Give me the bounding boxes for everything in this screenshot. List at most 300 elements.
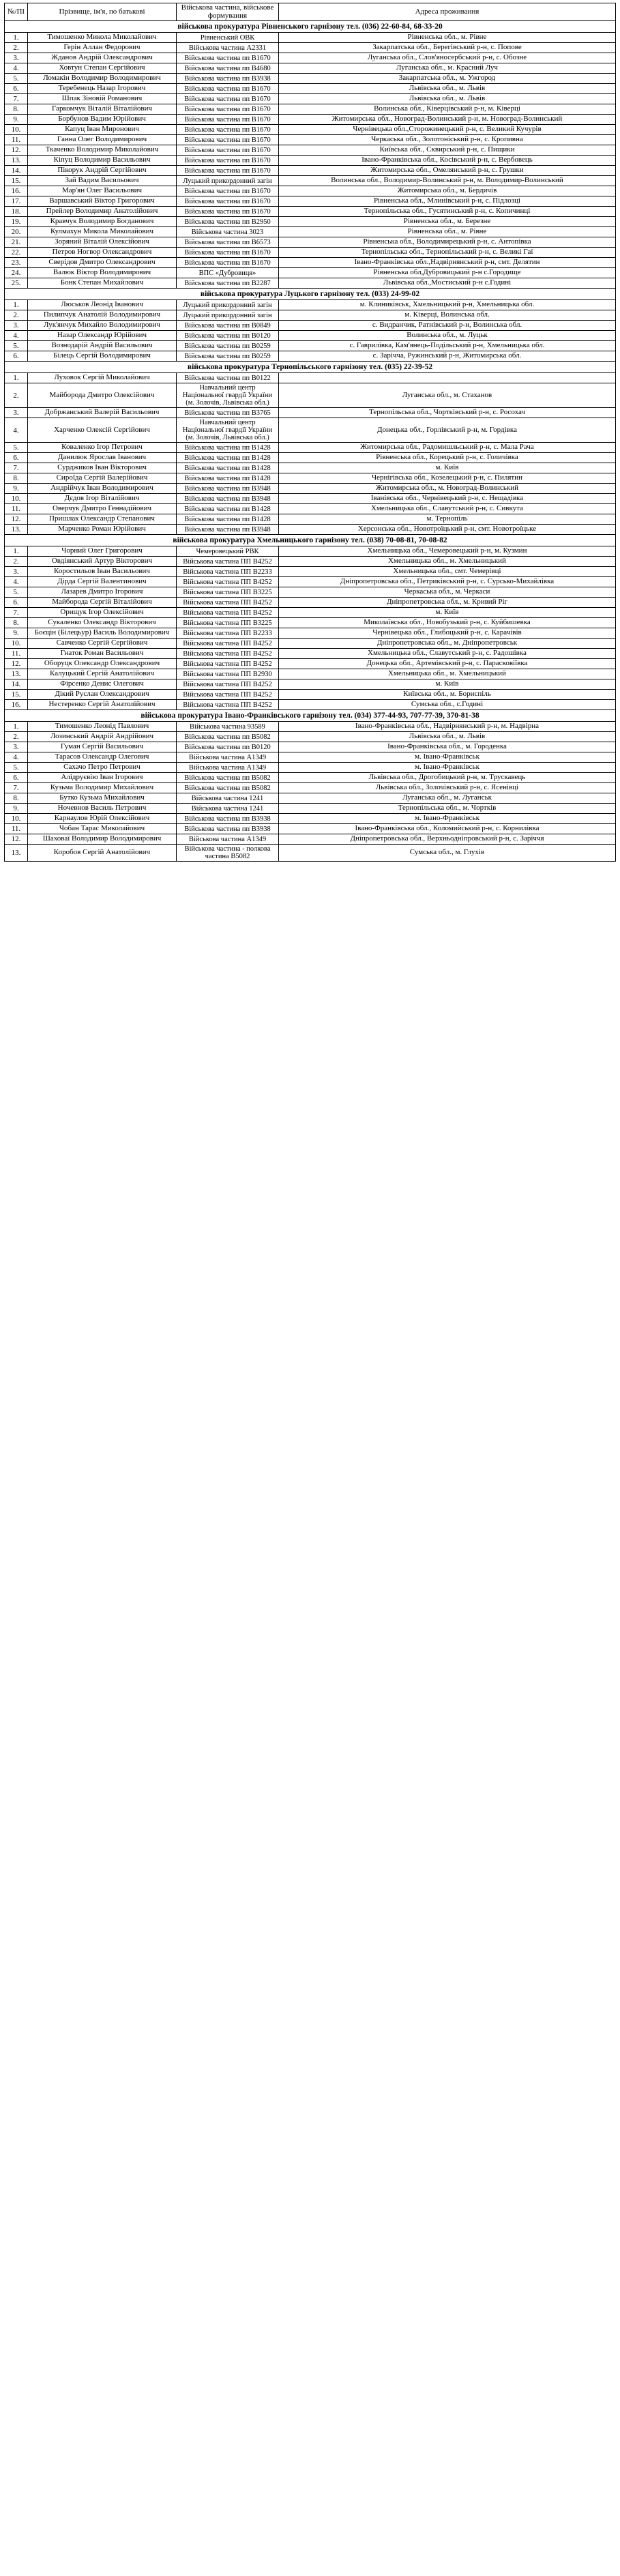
row-address: Житомирська обл., Новоград-Волинський р-н, м. Новоград-Волинський (279, 115, 616, 125)
row-unit: Військова частина пп В0120 (177, 331, 279, 341)
row-fullname: Майборода Дмитро Олексійович (28, 383, 177, 408)
section-title: військова прокуратура Хмельницького гарнізону тел. (038) 70-08-81, 70-08-82 (5, 535, 616, 546)
row-unit: Військова частина пп В6573 (177, 237, 279, 248)
row-unit: Військова частина А1349 (177, 834, 279, 845)
row-unit: Луцький прикордонний загін (177, 310, 279, 321)
row-address: Дніпропетровська обл., Верхньодніпровський р-н, с. Заріччя (279, 834, 616, 845)
row-unit: Військова частина пп В1670 (177, 166, 279, 176)
row-address: Хмельницька обл., м. Хмельницький (279, 669, 616, 679)
row-number: 5. (5, 763, 28, 773)
row-number: 2. (5, 43, 28, 53)
row-address: Черкаська обл., м. Черкаси (279, 587, 616, 598)
row-fullname: Тарасов Олександр Олегович (28, 752, 177, 763)
row-fullname: Карнаулов Юрій Олексійович (28, 814, 177, 824)
row-fullname: Гнаток Роман Васильович (28, 649, 177, 659)
row-number: 5. (5, 443, 28, 453)
row-unit: Військова частина 3023 (177, 227, 279, 237)
row-address: Хмельницька обл., Чемеровецький р-н, м. Кузмин (279, 546, 616, 557)
row-number: 8. (5, 473, 28, 484)
row-number: 14. (5, 679, 28, 690)
table-row (5, 373, 616, 383)
row-fullname: Кравчук Володимир Богданович (28, 217, 177, 227)
row-number: 16. (5, 700, 28, 710)
row-address: Рівненська обл., м. Рівне (279, 227, 616, 237)
table-row (5, 546, 616, 557)
row-fullname: Бонк Степан Михайлович (28, 278, 177, 289)
section-header-row (5, 21, 616, 33)
row-number: 8. (5, 104, 28, 115)
row-unit: Військова частина пп В4680 (177, 63, 279, 74)
row-address: Іванівська обл., Чернівецький р-н, с. Нещадівка (279, 494, 616, 504)
table-row (5, 166, 616, 176)
row-address: Житомирська обл., Омелянський р-н, с. Грушки (279, 166, 616, 176)
row-number: 10. (5, 125, 28, 135)
col-header-unit: Військова частина, військове формування (177, 3, 279, 21)
row-unit: Військова частина пп В2287 (177, 278, 279, 289)
row-address: Івано-Франківська обл., м. Городенка (279, 742, 616, 752)
row-unit: Військова частина пп В1670 (177, 156, 279, 166)
table-row (5, 248, 616, 258)
row-address: Луганська обл., Слов'яносербський р-н, с. Обозне (279, 53, 616, 63)
table-row (5, 84, 616, 94)
table-row (5, 494, 616, 504)
row-unit: Військова частина 93589 (177, 722, 279, 732)
table-row (5, 443, 616, 453)
row-address: Рівненська обл., Млинівський р-н, с. Підлозці (279, 196, 616, 207)
row-fullname: Овдіянський Артур Вікторович (28, 557, 177, 567)
row-address: м. Івано-Франківськ (279, 752, 616, 763)
row-unit: Військова частина пп В1670 (177, 94, 279, 104)
personnel-table (4, 3, 616, 862)
table-row (5, 700, 616, 710)
row-fullname: Тимошенко Леонід Павлович (28, 722, 177, 732)
row-number: 4. (5, 577, 28, 587)
row-fullname: Сукаленко Олександр Вікторович (28, 618, 177, 628)
row-address: Львівська обл., м. Львів (279, 84, 616, 94)
table-row (5, 834, 616, 845)
row-unit: Військова частина пп В1670 (177, 145, 279, 156)
row-fullname: Фірсенко Денис Олегович (28, 679, 177, 690)
row-unit: Військова частина 1241 (177, 793, 279, 804)
table-row (5, 557, 616, 567)
row-unit: Військова частина ПП В3225 (177, 587, 279, 598)
row-address: Тернопільська обл., Тернопільський р-н, с. Великі Гаї (279, 248, 616, 258)
table-header (5, 3, 616, 21)
document-page (0, 0, 620, 868)
table-row (5, 145, 616, 156)
row-number: 23. (5, 258, 28, 268)
row-fullname: Пилипчук Анатолій Володимирович (28, 310, 177, 321)
row-number: 1. (5, 373, 28, 383)
table-row (5, 504, 616, 514)
row-fullname: Калуцький Сергій Анатолійович (28, 669, 177, 679)
table-row (5, 196, 616, 207)
row-number: 13. (5, 669, 28, 679)
table-row (5, 587, 616, 598)
row-address: Чернівецька обл., Глибоцький р-н, с. Карачівів (279, 628, 616, 639)
row-unit: Військова частина ПП В4252 (177, 608, 279, 618)
row-address: Житомирська обл., м. Новоград-Волинський (279, 484, 616, 494)
row-fullname: Лозинський Андрій Андрійович (28, 732, 177, 742)
table-row (5, 814, 616, 824)
table-row (5, 639, 616, 649)
row-address: Дніпропетровська обл., м. Кривий Ріг (279, 598, 616, 608)
table-row (5, 608, 616, 618)
section-title: військова прокуратура Івано-Франківського гарнізону тел. (034) 377-44-93, 707-77-39, 370-81-38 (5, 710, 616, 722)
row-fullname: Мар'ян Олег Васильович (28, 186, 177, 196)
row-number: 3. (5, 567, 28, 577)
row-address: с. Гаврилівка, Кам'янець-Подільський р-н, Хмельницька обл. (279, 341, 616, 351)
row-number: 15. (5, 176, 28, 186)
row-address: Миколаївська обл., Новобузький р-н, с. Куйбишевка (279, 618, 616, 628)
row-address: Донецька обл., Горлівський р-н, м. Гордівка (279, 418, 616, 443)
table-row (5, 331, 616, 341)
row-unit: Військова частина пп В3938 (177, 824, 279, 834)
table-row (5, 115, 616, 125)
row-address: Хмельницька обл., Славутський р-н, с. Сивкута (279, 504, 616, 514)
row-number: 3. (5, 53, 28, 63)
row-number: 17. (5, 196, 28, 207)
row-unit: Військова частина ПП В4252 (177, 649, 279, 659)
table-row (5, 156, 616, 166)
row-fullname: Ночевнов Василь Петрович (28, 804, 177, 814)
row-unit: Військова частина пп В5082 (177, 773, 279, 783)
table-row (5, 773, 616, 783)
row-fullname: Шпак Зіновій Романович (28, 94, 177, 104)
row-number: 1. (5, 546, 28, 557)
row-fullname: Дікий Руслан Олександрович (28, 690, 177, 700)
row-number: 6. (5, 453, 28, 463)
col-header-number: №/ПІ (5, 3, 28, 21)
row-address: Сумська обл., с.Годині (279, 700, 616, 710)
row-fullname: Сурджиков Іван Вікторович (28, 463, 177, 473)
row-address: м. Ківерці, Волинська обл. (279, 310, 616, 321)
table-row (5, 649, 616, 659)
row-unit: Військова частина пп В1428 (177, 443, 279, 453)
row-number: 25. (5, 278, 28, 289)
row-fullname: Сироїда Сергій Валерійович (28, 473, 177, 484)
row-address: Івано-Франківська обл.,Надвірнянський р-н, смт. Делятин (279, 258, 616, 268)
row-unit: Військова частина пп В1670 (177, 115, 279, 125)
table-row (5, 53, 616, 63)
row-number: 7. (5, 463, 28, 473)
row-number: 1. (5, 722, 28, 732)
table-row (5, 679, 616, 690)
row-address: Львівська обл., м. Львів (279, 94, 616, 104)
row-fullname: Капуц Іван Миронович (28, 125, 177, 135)
row-address: Дніпропетровська обл., м. Дніпропетровськ (279, 639, 616, 649)
row-fullname: Бутко Кузьма Михайлович (28, 793, 177, 804)
row-number: 9. (5, 484, 28, 494)
row-unit: Військова частина пп В1670 (177, 207, 279, 217)
table-row (5, 278, 616, 289)
table-row (5, 104, 616, 115)
row-fullname: Кузьма Володимир Михайлович (28, 783, 177, 793)
row-address: Волинська обл., Ківерцівський р-н, м. Ківерці (279, 104, 616, 115)
row-unit: Військова частина ПП В2233 (177, 628, 279, 639)
row-address: Луганська обл., м. Луганськ (279, 793, 616, 804)
row-unit: Чемеровецький РВК (177, 546, 279, 557)
row-unit: ВПС «Дубровиця» (177, 268, 279, 278)
table-row (5, 598, 616, 608)
row-address: Київська обл., Сквирський р-н, с. Пищики (279, 145, 616, 156)
row-address: Рівненська обл., Корецький р-н, с. Голичівка (279, 453, 616, 463)
row-address: Хмельницька обл., смт. Чемерівці (279, 567, 616, 577)
table-row (5, 525, 616, 535)
row-fullname: Валюк Віктор Володимирович (28, 268, 177, 278)
row-number: 6. (5, 598, 28, 608)
row-address: Житомирська обл., м. Бердичів (279, 186, 616, 196)
row-fullname: Андрійчук Іван Володимирович (28, 484, 177, 494)
row-address: Тернопільська обл., Гусятинський р-н, с. Копичинці (279, 207, 616, 217)
row-address: Київська обл., м. Бориспіль (279, 690, 616, 700)
row-number: 4. (5, 752, 28, 763)
row-number: 8. (5, 793, 28, 804)
row-fullname: Сверідов Дмитро Олександрович (28, 258, 177, 268)
table-row (5, 628, 616, 639)
row-address: м. Івано-Франківськ (279, 763, 616, 773)
row-address: Черкаська обл., Золотоніський р-н, с. Кропивна (279, 135, 616, 145)
table-row (5, 207, 616, 217)
table-row (5, 33, 616, 43)
table-row (5, 577, 616, 587)
row-unit: Військова частина ПП В4252 (177, 639, 279, 649)
row-fullname: Ховтун Степан Сергійович (28, 63, 177, 74)
row-number: 24. (5, 268, 28, 278)
row-fullname: Варшавський Віктор Григорович (28, 196, 177, 207)
row-fullname: Дєдов Ігор Віталійович (28, 494, 177, 504)
row-fullname: Коробов Сергій Анатолійович (28, 845, 177, 862)
row-address: с. Видранчик, Ратнівський р-н, Волинська обл. (279, 321, 616, 331)
row-unit: Військова частина ПП В4252 (177, 659, 279, 669)
row-number: 3. (5, 321, 28, 331)
table-row (5, 268, 616, 278)
row-fullname: Добржанський Валерій Васильович (28, 408, 177, 418)
table-row (5, 484, 616, 494)
row-fullname: Пікорук Андрій Сергійович (28, 166, 177, 176)
row-fullname: Назар Олександр Юрійович (28, 331, 177, 341)
row-number: 4. (5, 331, 28, 341)
row-fullname: Тимошенко Микола Миколайович (28, 33, 177, 43)
row-address: Рівненська обл., м. Рівне (279, 33, 616, 43)
row-number: 11. (5, 504, 28, 514)
row-fullname: Борбунов Вадим Юрійович (28, 115, 177, 125)
row-fullname: Герін Аллан Федорович (28, 43, 177, 53)
table-row (5, 618, 616, 628)
row-fullname: Ломакін Володимир Володимирович (28, 74, 177, 84)
table-row (5, 463, 616, 473)
row-unit: Рівненський ОВК (177, 33, 279, 43)
section-title: військова прокуратура Тернопільського гарнізону тел. (035) 22-39-52 (5, 362, 616, 373)
row-unit: Військова частина пп В1670 (177, 125, 279, 135)
row-address: Хмельницька обл., Славутський р-н, с. Радошівка (279, 649, 616, 659)
row-unit: Військова частина ПП В4252 (177, 679, 279, 690)
row-fullname: Чорний Олег Григорович (28, 546, 177, 557)
row-number: 7. (5, 608, 28, 618)
row-unit: Військова частина пп В1428 (177, 453, 279, 463)
row-address: Хмельницька обл., м. Хмельницький (279, 557, 616, 567)
table-row (5, 186, 616, 196)
row-address: м. Київ (279, 679, 616, 690)
table-row (5, 94, 616, 104)
row-unit: Військова частина А1349 (177, 763, 279, 773)
row-unit: Військова частина пп В3948 (177, 525, 279, 535)
row-unit: Військова частина пп В0122 (177, 373, 279, 383)
row-fullname: Алідруєвію Іван Ігорович (28, 773, 177, 783)
row-number: 13. (5, 845, 28, 862)
row-address: Рівненська обл,Дубровицький р-н с.Городище (279, 268, 616, 278)
row-address: Дніпропетровська обл., Петриківський р-н, с. Сурсько-Михайлівка (279, 577, 616, 587)
row-number: 12. (5, 834, 28, 845)
row-number: 15. (5, 690, 28, 700)
row-unit: Військова частина пп В0259 (177, 341, 279, 351)
row-fullname: Данилюк Ярослав Іванович (28, 453, 177, 463)
row-fullname: Білець Сергій Володимирович (28, 351, 177, 362)
row-number: 7. (5, 783, 28, 793)
row-fullname: Люськов Леонід Іванович (28, 300, 177, 310)
row-number: 1. (5, 33, 28, 43)
row-number: 19. (5, 217, 28, 227)
row-fullname: Коваленко Ігор Петрович (28, 443, 177, 453)
row-address: Луганська обл., м. Красний Луч (279, 63, 616, 74)
row-unit: Військова частина пп В3948 (177, 494, 279, 504)
row-fullname: Жданов Андрій Олександрович (28, 53, 177, 63)
row-fullname: Луховок Сергій Миколайович (28, 373, 177, 383)
row-address: Івано-Франківська обл., Коломийський р-н, с. Корнилівка (279, 824, 616, 834)
row-number: 6. (5, 773, 28, 783)
table-row (5, 514, 616, 525)
row-address: Івано-Франківська обл., Надвірнянський р-н, м. Надвірна (279, 722, 616, 732)
row-number: 11. (5, 649, 28, 659)
row-number: 22. (5, 248, 28, 258)
row-address (279, 373, 616, 383)
row-number: 21. (5, 237, 28, 248)
row-unit: Військова частина пп В1670 (177, 84, 279, 94)
row-address: Львівська обл., Дрогобицький р-н, м. Трускавець (279, 773, 616, 783)
row-fullname: Майборода Сергій Віталійович (28, 598, 177, 608)
row-number: 9. (5, 115, 28, 125)
row-fullname: Оборуцк Олександр Олександрович (28, 659, 177, 669)
table-row (5, 793, 616, 804)
row-fullname: Шаховаї Володимир Володимирович (28, 834, 177, 845)
row-fullname: Зай Вадим Васильович (28, 176, 177, 186)
row-fullname: Харченко Олексій Сергійович (28, 418, 177, 443)
row-unit: Військова частина А1349 (177, 752, 279, 763)
row-address: Рівненська обл., м. Березне (279, 217, 616, 227)
table-row (5, 300, 616, 310)
table-row (5, 351, 616, 362)
row-number: 4. (5, 63, 28, 74)
section-header-row (5, 710, 616, 722)
table-row (5, 63, 616, 74)
row-number: 7. (5, 94, 28, 104)
row-unit: Військова частина ПП В4252 (177, 700, 279, 710)
table-row (5, 845, 616, 862)
row-unit: Військова частина пп В3765 (177, 408, 279, 418)
row-fullname: Коростильов Іван Васильович (28, 567, 177, 577)
table-row (5, 125, 616, 135)
table-row (5, 43, 616, 53)
row-address: Тернопільська обл., Чортківський р-н, с. Росохач (279, 408, 616, 418)
row-number: 2. (5, 383, 28, 408)
section-title: військова прокуратура Луцького гарнізону тел. (033) 24-99-02 (5, 289, 616, 300)
row-number: 10. (5, 494, 28, 504)
row-address: Закарпатська обл., Берегівський р-н, с. Попове (279, 43, 616, 53)
table-row (5, 824, 616, 834)
table-row (5, 804, 616, 814)
row-address: с. Зарічча, Ружинський р-н, Житомирська обл. (279, 351, 616, 362)
table-body (5, 21, 616, 862)
row-number: 9. (5, 628, 28, 639)
col-header-fullname: Прізвище, ім'я, по батькові (28, 3, 177, 21)
row-address: Чернігівська обл., Козелецький р-н, с. Пилятин (279, 473, 616, 484)
row-number: 11. (5, 824, 28, 834)
table-row (5, 690, 616, 700)
row-unit: Військова частина пп В3948 (177, 484, 279, 494)
row-unit: Військова частина - полкова частина В5082 (177, 845, 279, 862)
row-address: м. Івано-Франківськ (279, 814, 616, 824)
row-number: 13. (5, 156, 28, 166)
table-row (5, 217, 616, 227)
row-number: 6. (5, 84, 28, 94)
row-number: 1. (5, 300, 28, 310)
row-number: 11. (5, 135, 28, 145)
table-row (5, 258, 616, 268)
row-fullname: Кіпуц Володимир Васильович (28, 156, 177, 166)
row-unit: Військова частина ПП В4252 (177, 690, 279, 700)
row-number: 20. (5, 227, 28, 237)
row-number: 12. (5, 659, 28, 669)
row-address: Донецька обл., Артемівський р-н, с. Парасковіївка (279, 659, 616, 669)
row-number: 3. (5, 408, 28, 418)
row-unit: Військова частина пп В1428 (177, 463, 279, 473)
row-unit: Військова частина пп В1428 (177, 504, 279, 514)
row-unit: Військова частина ПП В4252 (177, 557, 279, 567)
row-unit: Військова частина пп В1670 (177, 248, 279, 258)
row-fullname: Зоряний Віталій Олексійович (28, 237, 177, 248)
row-address: Луганська обл., м. Стаханов (279, 383, 616, 408)
row-address: м. Київ (279, 463, 616, 473)
row-address: Рівненська обл., Володимирецький р-н, с. Антопівка (279, 237, 616, 248)
row-unit: Навчальний центр Національної гвардії України (м. Золочів, Львівська обл.) (177, 418, 279, 443)
row-unit: Військова частина пп В1670 (177, 196, 279, 207)
row-fullname: Савченко Сергій Сергійович (28, 639, 177, 649)
row-unit: Луцький прикордонний загін (177, 176, 279, 186)
row-fullname: Орищук Ігор Олексійович (28, 608, 177, 618)
row-unit: Військова частина пп В3938 (177, 74, 279, 84)
row-unit: Військова частина ПП В4252 (177, 598, 279, 608)
table-row (5, 473, 616, 484)
row-unit: Військова частина пп В1428 (177, 514, 279, 525)
row-address: Житомирська обл., Радомишльський р-н, с. Мала Рача (279, 443, 616, 453)
row-unit: Військова частина пп В0849 (177, 321, 279, 331)
row-unit: Військова частина пп В1670 (177, 104, 279, 115)
row-address: м. Клиниківськ, Хмельницький р-н, Хмельницька обл. (279, 300, 616, 310)
row-address: м. Київ (279, 608, 616, 618)
row-unit: Військова частина А2331 (177, 43, 279, 53)
row-fullname: Ткаченко Володимир Миколайович (28, 145, 177, 156)
row-number: 2. (5, 557, 28, 567)
row-number: 5. (5, 341, 28, 351)
row-unit: Військова частина пп В3938 (177, 814, 279, 824)
row-fullname: Петров Ногвор Олександрович (28, 248, 177, 258)
header-row (5, 3, 616, 21)
row-number: 2. (5, 310, 28, 321)
row-address: Львівська обл., м. Львів (279, 732, 616, 742)
row-number: 5. (5, 587, 28, 598)
row-address: Івано-Франківська обл., Косівський р-н, с. Вербовець (279, 156, 616, 166)
row-fullname: Лазарев Дмитро Ігорович (28, 587, 177, 598)
